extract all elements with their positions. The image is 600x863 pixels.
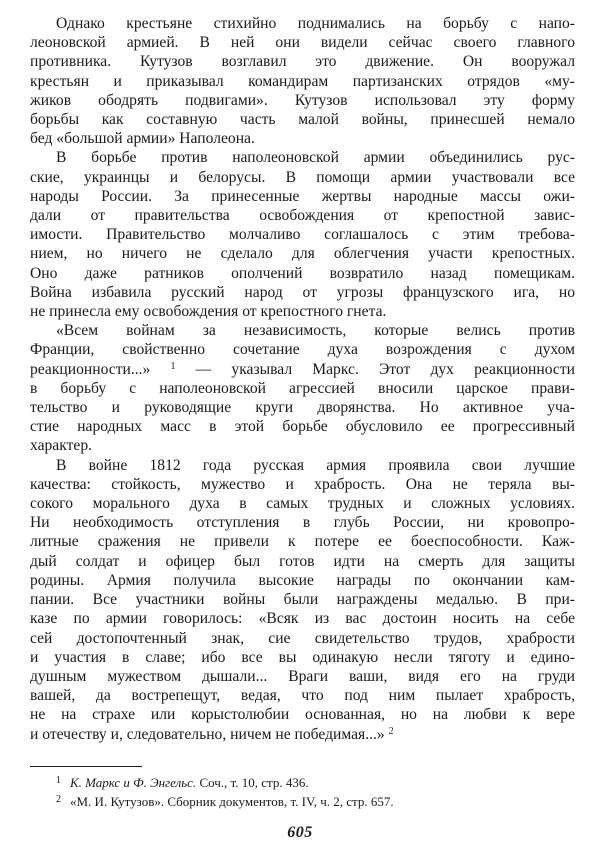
paragraph-peasant-uprising xyxy=(30,14,575,148)
text-line: характер. xyxy=(30,437,93,455)
footnote-number: 2 xyxy=(56,794,61,805)
text-line: Оно даже ратников ополчений возвратило назад помещикам. xyxy=(30,264,575,282)
text-line: В войне 1812 года русская армия проявила свои лучшие xyxy=(56,456,575,474)
text-line: Франции, свойственно сочетание духа возрождения с духом xyxy=(30,341,575,359)
text-line: противника. Кутузов возглавил это движение. Он вооружал xyxy=(30,53,575,71)
page-body xyxy=(30,14,575,744)
text-line: ские, украинцы и белорусы. В помощи армии участвовали все xyxy=(30,168,575,186)
text-line: качества: стойкость, мужество и храбрость. Она не теряла вы- xyxy=(30,475,575,493)
footnote-authors: К. Маркс и Ф. Энгельс. xyxy=(70,775,197,790)
text-line: и участия в славе; ибо все вы одинакую несли тяготу и едино- xyxy=(30,648,575,666)
text-line: крестьян и приказывал командирам партизанских отрядов «му- xyxy=(30,72,575,90)
text-line: Однако крестьяне стихийно поднимались на борьбу с напо- xyxy=(56,15,575,32)
footnote-divider xyxy=(30,766,142,767)
text-line: родины. Армия получила высокие награды по окончании кам- xyxy=(30,571,575,589)
text-line: борьбы как составную часть малой войны, принесшей немало xyxy=(30,111,575,129)
text-line: Ни необходимость отступления в глубь России, ни кровопро- xyxy=(30,514,575,532)
text-line: казе по армии говорилось: «Всяк из вас достоин носить на себе xyxy=(30,610,575,628)
text-line: литные сражения не привели к потере ее боеспособности. Каж- xyxy=(30,533,575,551)
text-line: «Всем войнам за независимость, которые велись против xyxy=(56,322,575,340)
footnote-ref-1[interactable]: 1 xyxy=(170,360,176,372)
footnote-1 xyxy=(56,772,575,791)
quote-fragment: реакционности...» xyxy=(30,360,151,378)
quote-attribution: — указывал Маркс. Этот дух реакционности xyxy=(195,360,575,378)
text-line: сокого морального духа в самых трудных и сложных условиях. xyxy=(30,495,575,513)
text-line: стие народных масс в этой борьбе обусловило ее прогрессивный xyxy=(30,418,575,436)
text-line: не на страхе или корыстолюбии основанная, но на любви к вере xyxy=(30,706,575,724)
text-line: тельство и руководящие круги дворянства. Но активное уча- xyxy=(30,399,575,417)
paragraph-marx-quote xyxy=(30,321,575,455)
page-number: 605 xyxy=(287,824,313,841)
footnote-number: 1 xyxy=(56,775,61,786)
text-line: В борьбе против наполеоновской армии объединились рус- xyxy=(56,149,575,167)
footnote-source: «М. И. Кутузов». Сборник документов, т. IV, ч. 2, стр. 657. xyxy=(70,794,394,809)
text-line: леоновской армией. В ней они видели сейчас своего главного xyxy=(30,34,575,52)
text-line-with-footnote xyxy=(30,360,575,379)
text-line: сей достопочтенный знак, сие свидетельство трудов, храбрости xyxy=(30,629,575,647)
text-line: пании. Все участники войны были награждены медалью. В при- xyxy=(30,591,575,609)
text-line: дый солдат и офицер был готов идти на смерть для защиты xyxy=(30,552,575,570)
footnote-source: Соч., т. 10, стр. 436. xyxy=(199,775,309,790)
text-line: вашей, да вострепещут, ведая, что под ним пылает храбрость, xyxy=(30,687,575,705)
text-line: Война избавила русский народ от угрозы французского ига, но xyxy=(30,283,575,301)
quote-ending: и отечеству и, следовательно, ничем не победимая...» xyxy=(30,725,385,743)
text-line: в борьбу с наполеоновской агрессией вносили царское прави- xyxy=(30,379,575,397)
text-line: народы России. За принесенные жертвы народные массы ожи- xyxy=(30,187,575,205)
footnote-ref-2[interactable]: 2 xyxy=(388,725,394,737)
paragraph-army-qualities xyxy=(30,456,575,744)
footnote-2 xyxy=(56,791,575,810)
text-line: дали от правительства освобождения от крепостной завис- xyxy=(30,207,575,225)
text-line: имости. Правительство молчаливо соглашалось с этим требова- xyxy=(30,226,575,244)
text-line: не принесла ему освобождения от крепостного гнета. xyxy=(30,303,387,321)
text-line: нием, но ничего не сделало для облегчения участи крепостных. xyxy=(30,245,575,263)
text-line: душным мужеством дышали... Враги ваши, видя его на груди xyxy=(30,667,575,685)
text-line-with-footnote xyxy=(30,725,575,744)
paragraph-peoples-unity xyxy=(30,148,575,321)
text-line: жиков ободрять подвигами». Кутузов использовал эту форму xyxy=(30,91,575,109)
text-line: бед «большой армии» Наполеона. xyxy=(30,130,255,148)
footnotes xyxy=(30,772,575,810)
